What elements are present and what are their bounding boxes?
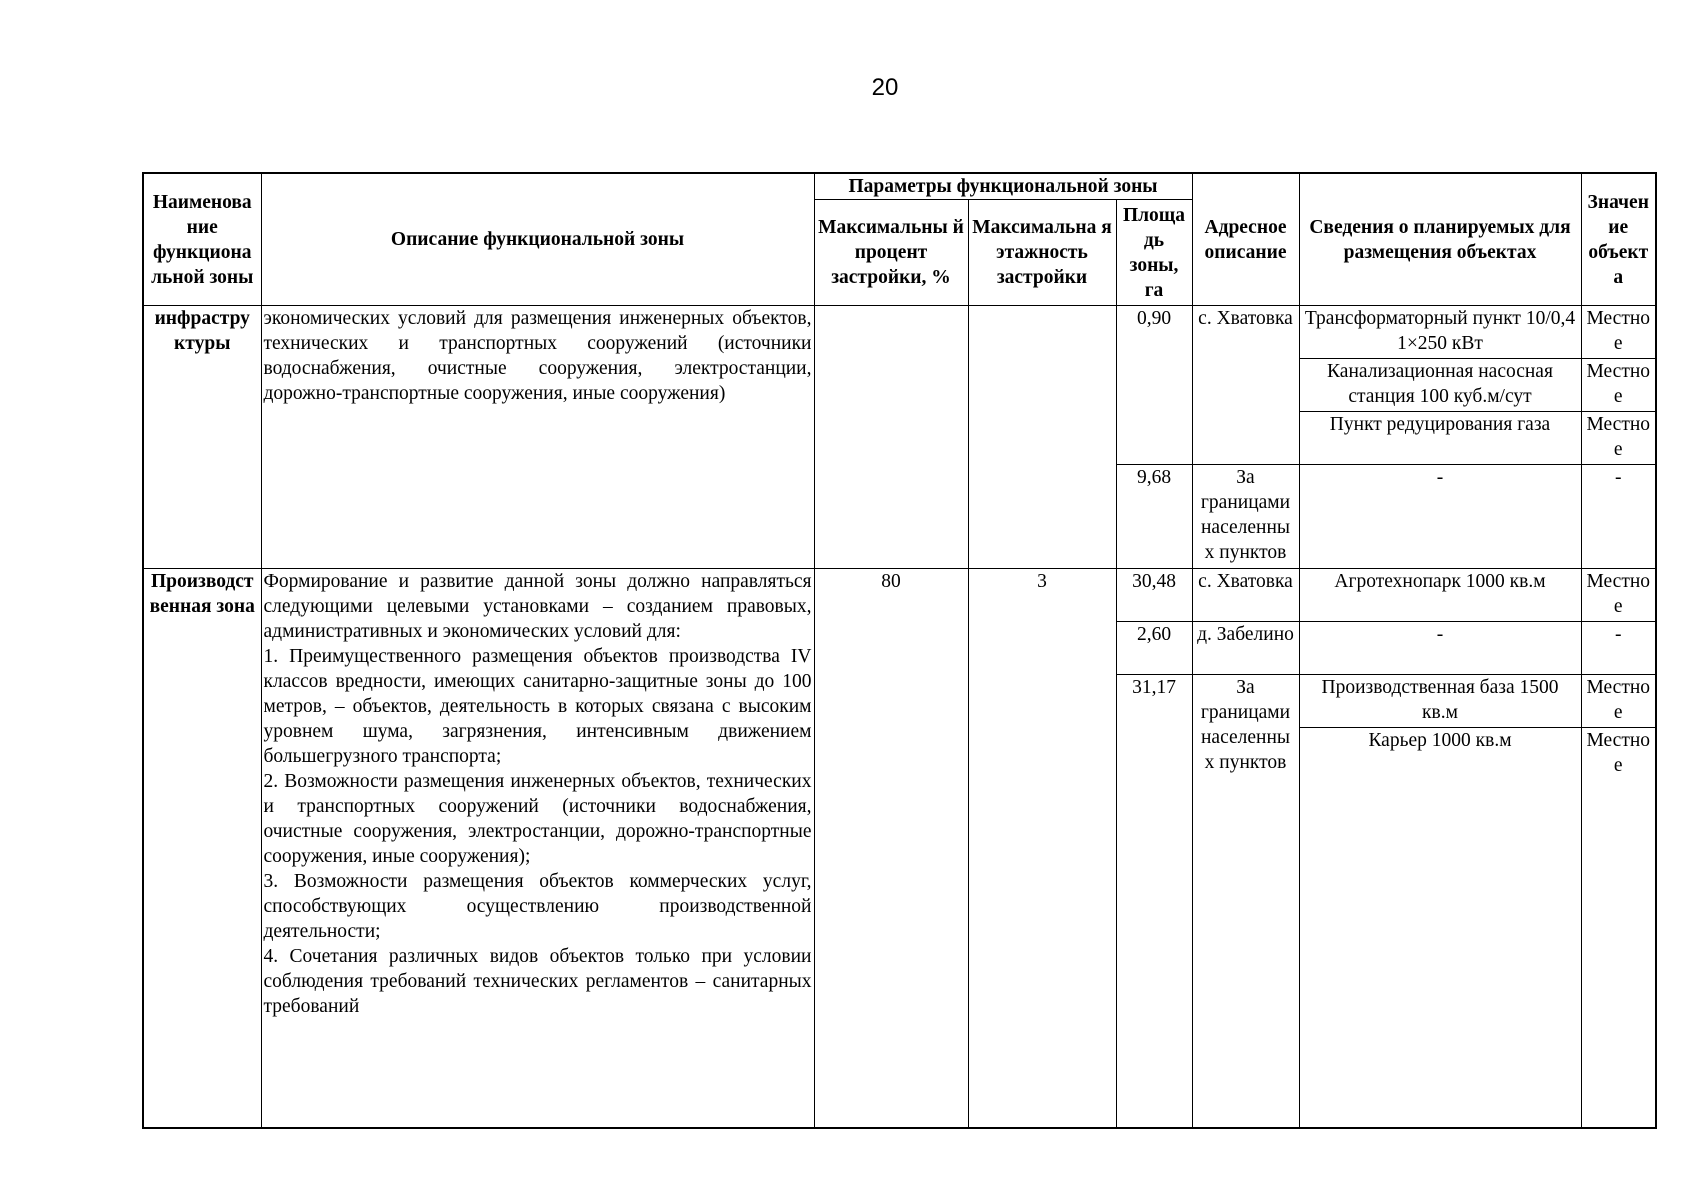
header-params-group: Параметры функциональной зоны [814, 173, 1192, 200]
zone2-description [261, 569, 814, 1128]
zone2-address-1: с. Хватовка [1192, 569, 1299, 622]
zone2-significance-4: Местно е [1581, 728, 1656, 1128]
zone1-area-1: 0,90 [1116, 306, 1192, 465]
zone1-object-4: - [1299, 465, 1581, 569]
zone2-object-3: Производственная база 1500 кв.м [1299, 675, 1581, 728]
zone2-address-3: За границами населенны х пунктов [1192, 675, 1299, 1128]
zone2-significance-2: - [1581, 622, 1656, 675]
zone1-address-1: с. Хватовка [1192, 306, 1299, 465]
zone1-object-2: Канализационная насосная станция 100 куб.м/сут [1299, 359, 1581, 412]
zone2-object-2: - [1299, 622, 1581, 675]
header-max-percent: Максимальны й процент застройки, % [814, 200, 968, 306]
header-description: Описание функциональной зоны [261, 173, 814, 306]
zone2-description-item-1: 1. Преимущественного размещения объектов производства IV классов вредности, имеющих санитарно-защитные зоны до 100 метров, – объектов, деятельность в которых связана с высоким уровнем шума, загрязнения, интенсивным движением большегрузного транспорта; [263, 646, 812, 767]
zone2-max-floors: 3 [968, 569, 1116, 1128]
zone2-description-item-3: 3. Возможности размещения объектов коммерческих услуг, способствующих осуществлению производственной деятельности; [263, 871, 812, 942]
zone2-area-2: 2,60 [1116, 622, 1192, 675]
zone2-significance-3: Местно е [1581, 675, 1656, 728]
zone1-max-percent [814, 306, 968, 569]
zone1-name: инфрастру ктуры [143, 306, 261, 569]
zone2-description-item-4: 4. Сочетания различных видов объектов только при условии соблюдения требований технических регламентов – санитарных требований [263, 946, 812, 1017]
header-area: Площа дь зоны, га [1116, 200, 1192, 306]
zone2-description-intro: Формирование и развитие данной зоны должно направляться следующими целевыми установками – созданием правовых, административных и экономических условий для: [263, 571, 812, 642]
zone2-significance-1: Местно е [1581, 569, 1656, 622]
zone2-description-item-2: 2. Возможности размещения инженерных объектов, технических и транспортных сооружений (источники водоснабжения, очистные сооружения, электростанции, дорожно-транспортные сооружения, иные сооружения); [263, 771, 812, 867]
functional-zones-table [142, 172, 1657, 1129]
zone1-significance-2: Местно е [1581, 359, 1656, 412]
zone2-object-1: Агротехнопарк 1000 кв.м [1299, 569, 1581, 622]
zone2-area-3: 31,17 [1116, 675, 1192, 1128]
page-number: 20 [871, 74, 899, 101]
header-zone-name: Наименова ние функциона льной зоны [143, 173, 261, 306]
zone2-area-1: 30,48 [1116, 569, 1192, 622]
zone1-significance-1: Местно е [1581, 306, 1656, 359]
header-max-floors: Максимальна я этажность застройки [968, 200, 1116, 306]
zone1-object-1: Трансформаторный пункт 10/0,4 1×250 кВт [1299, 306, 1581, 359]
zone2-name: Производст венная зона [143, 569, 261, 1128]
header-significance: Значен ие объект а [1581, 173, 1656, 306]
zone1-significance-4: - [1581, 465, 1656, 569]
zone2-address-2: д. Забелино [1192, 622, 1299, 675]
header-objects-info: Сведения о планируемых для размещения объектах [1299, 173, 1581, 306]
zone2-max-percent: 80 [814, 569, 968, 1128]
zone1-significance-3: Местно е [1581, 412, 1656, 465]
zone1-area-2: 9,68 [1116, 465, 1192, 569]
zone1-object-3: Пункт редуцирования газа [1299, 412, 1581, 465]
zone1-max-floors [968, 306, 1116, 569]
zone1-address-2: За границами населенны х пунктов [1192, 465, 1299, 569]
zone2-object-4: Карьер 1000 кв.м [1299, 728, 1581, 1128]
header-address: Адресное описание [1192, 173, 1299, 306]
zone1-description: экономических условий для размещения инженерных объектов, технических и транспортных сооружений (источники водоснабжения, очистные сооружения, электростанции, дорожно-транспортные сооружения, иные сооружения) [261, 306, 814, 569]
